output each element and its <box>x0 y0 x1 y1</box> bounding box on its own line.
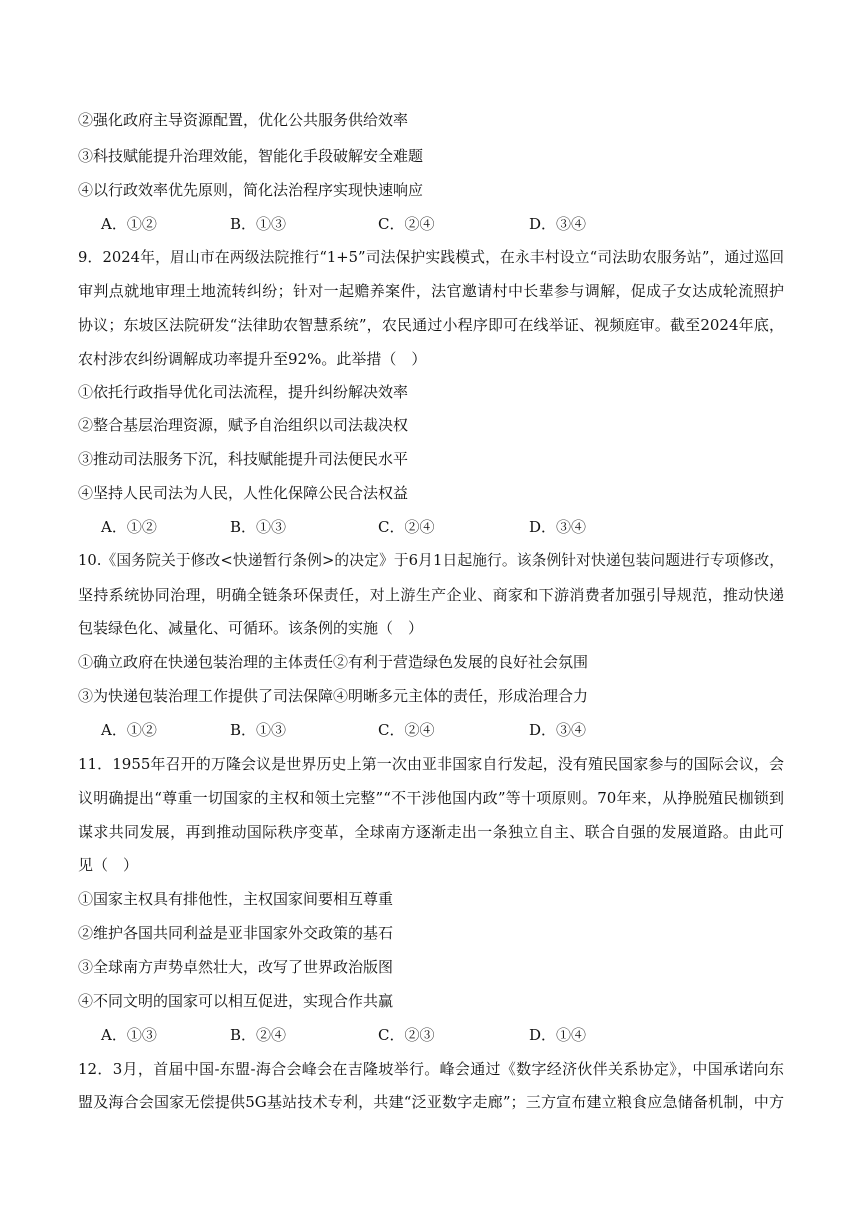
q11-stem-line-1: 11．1955年召开的万隆会议是世界历史上第一次由亚非国家自行发起，没有殖民国家参与的国际会议，会 <box>78 755 784 773</box>
q9-stem-line-1: 9．2024年，眉山市在两级法院推行“1+5”司法保护实践模式，在永丰村设立“司法助农服务站”，通过巡回 <box>78 249 784 266</box>
q9-option-3: ③推动司法服务下沉，科技赋能提升司法便民水平 <box>78 450 409 468</box>
q10-stem-line-1: 10.《国务院关于修改<快递暂行条例>的决定》于6月1日起施行。该条例针对快递包装问题进行专项修改， <box>78 552 784 569</box>
q10-choice-c: C．②④ <box>378 721 435 739</box>
q10-stem-line-2: 坚持系统协同治理，明确全链条环保责任，对上游生产企业、商家和下游消费者加强引导规范，推动快递 <box>78 586 784 604</box>
q10-stem-line-3: 包装绿色化、减量化、可循环。该条例的实施（ ） <box>78 619 424 637</box>
q9-stem-line-4: 农村涉农纠纷调解成功率提升至92%。此举措（ ） <box>78 350 427 368</box>
q11-stem-line-3: 谋求共同发展，再到推动国际秩序变革，全球南方逐渐走出一条独立自主、联合自强的发展道路。由此可 <box>78 823 784 841</box>
q10-choice-b: B．①③ <box>230 721 287 739</box>
q9-choice-b: B．①③ <box>230 518 287 536</box>
q9-option-4: ④坚持人民司法为人民，人性化保障公民合法权益 <box>78 484 409 502</box>
q11-option-4: ④不同文明的国家可以相互促进，实现合作共赢 <box>78 992 394 1010</box>
q10-options-line-1: ①确立政府在快递包装治理的主体责任②有利于营造绿色发展的良好社会氛围 <box>78 653 589 671</box>
q9-stem-line-2: 审判点就地审理土地流转纠纷；针对一起赡养案件，法官邀请村中长辈参与调解，促成子女达成轮流照护 <box>78 282 784 300</box>
q10-choice-d: D．③④ <box>529 721 587 739</box>
q8-choice-d: D．③④ <box>529 215 587 233</box>
q10-choice-a: A．①② <box>101 721 157 739</box>
q11-stem-line-4: 见（ ） <box>78 856 139 874</box>
q8-option-2: ②强化政府主导资源配置，优化公共服务供给效率 <box>78 111 409 129</box>
q10-options-line-2: ③为快递包装治理工作提供了司法保障④明晰多元主体的责任，形成治理合力 <box>78 687 589 705</box>
q11-option-1: ①国家主权具有排他性，主权国家间要相互尊重 <box>78 890 394 908</box>
q8-option-3: ③科技赋能提升治理效能，智能化手段破解安全难题 <box>78 147 424 165</box>
q8-option-4: ④以行政效率优先原则，简化法治程序实现快速响应 <box>78 181 424 199</box>
q9-option-2: ②整合基层治理资源，赋予自治组织以司法裁决权 <box>78 416 409 434</box>
q11-choice-c: C．②③ <box>378 1026 435 1044</box>
q8-choice-b: B．①③ <box>230 215 287 233</box>
q9-option-1: ①依托行政指导优化司法流程，提升纠纷解决效率 <box>78 383 409 401</box>
q11-choice-a: A．①③ <box>101 1026 157 1044</box>
q11-stem-line-2: 议明确提出“尊重一切国家的主权和领土完整”“不干涉他国内政”等十项原则。70年来，从挣脱殖民枷锁到 <box>78 789 784 807</box>
q11-option-3: ③全球南方声势卓然壮大，改写了世界政治版图 <box>78 958 394 976</box>
q9-choice-a: A．①② <box>101 518 157 536</box>
q9-choice-c: C．②④ <box>378 518 435 536</box>
q12-stem-line-2: 盟及海合会国家无偿提供5G基站技术专利，共建“泛亚数字走廊”；三方宣布建立粮食应急储备机制，中方 <box>78 1093 784 1111</box>
q11-choice-b: B．②④ <box>230 1026 287 1044</box>
q8-choice-a: A．①② <box>101 215 157 233</box>
q9-stem-line-3: 协议；东坡区法院研发“法律助农智慧系统”，农民通过小程序即可在线举证、视频庭审。截至2024年底， <box>78 316 784 334</box>
q8-choice-c: C．②④ <box>378 215 435 233</box>
q11-option-2: ②维护各国共同利益是亚非国家外交政策的基石 <box>78 924 394 942</box>
q9-choice-d: D．③④ <box>529 518 587 536</box>
q11-choice-d: D．①④ <box>529 1026 587 1044</box>
q12-stem-line-1: 12．3月，首届中国-东盟-海合会峰会在吉隆坡举行。峰会通过《数字经济伙伴关系协定》，中国承诺向东 <box>78 1060 784 1078</box>
